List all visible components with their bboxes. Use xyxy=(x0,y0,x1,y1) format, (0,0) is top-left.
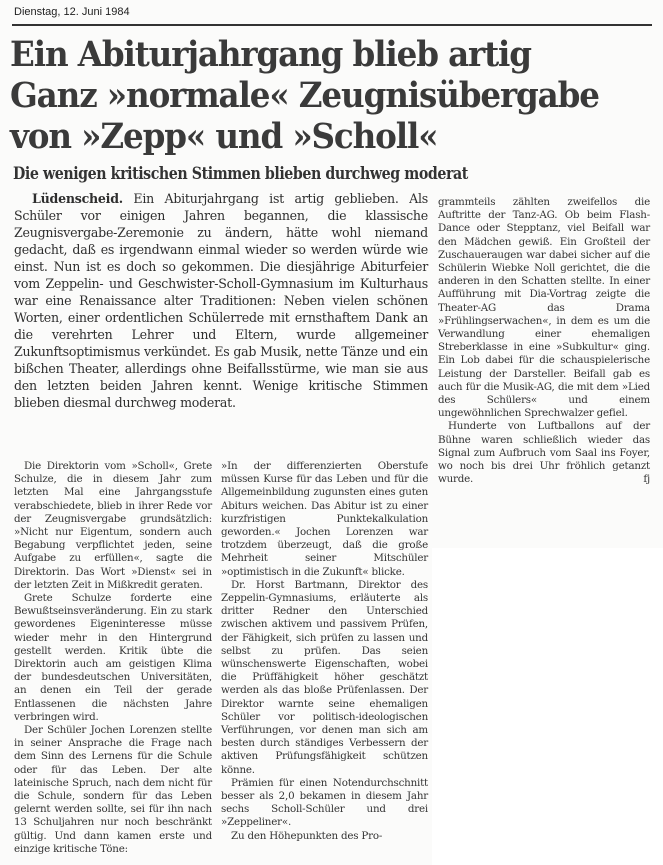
author-signature: fj xyxy=(643,473,650,486)
paragraph: Die Direktorin vom »Scholl«, Grete Schulze, die in diesem Jahr zum letzten Mal eine Jahrgangsstufe verabschiedete, blieb in ihrer Rede vor der Zeugnisvergabe grundsätzlich: »Nicht nur Eigentum, sondern auch Begabung verpflichtet jeden, seine Aufgabe zu erfüllen«, sagte die Direktorin. Das Wort »Dienst« sei in der letzten Zeit in Mißkredit geraten. xyxy=(14,460,212,591)
paragraph: »In der differenzierten Oberstufe müssen Kurse für das Leben und für die Allgemeinbildung zugunsten eines guten Abiturs weichen. Das Abitur ist zu einer kurzfristigen Punktekalkulation geworden.« Jochen Lorenzen war trotzdem überzeugt, daß die große Mehrheit seiner Mitschüler »optimistisch in die Zukunft« blicke. xyxy=(221,460,428,578)
paragraph: Dr. Horst Bartmann, Direktor des Zeppelin-Gymnasiums, erläuterte als dritter Redner den Unterschied zwischen aktivem und passivem Prüfen, der Fähigkeit, sich prüfen zu lassen und selbst zu prüfen. Das seien wünschenswerte Eigenschaften, wobei die Prüffähigkeit höher geschätzt werden als das bloße Prüfenlassen. Der Direktor warnte seine ehemaligen Schüler vor politisch-ideologischen Verführungen, vor denen man sich am besten durch ständiges Verbessern der aktiven Prüfungsfähigkeit schützen könne. xyxy=(221,578,428,776)
lead-paragraph xyxy=(14,190,428,411)
header-rule xyxy=(12,24,652,26)
paragraph xyxy=(438,420,650,486)
headline-line: Ein Abiturjahrgang blieb artig xyxy=(10,34,531,75)
subheadline: Die wenigen kritischen Stimmen blieben durchweg moderat xyxy=(13,164,468,183)
column-middle xyxy=(221,460,428,843)
paragraph: Zu den Höhepunkten des Pro- xyxy=(231,829,383,842)
column-left xyxy=(14,460,212,856)
paragraph-text: Hunderte von Luftballons auf der Bühne waren schließlich wieder das Signal zum Aufbruch vom Saal ins Foyer, wo noch bis drei Uhr fröhlich getanzt wurde. xyxy=(438,420,650,486)
dateline: Dienstag, 12. Juni 1984 xyxy=(14,6,130,18)
headline-line: von »Zepp« und »Scholl« xyxy=(10,116,438,157)
paragraph: grammteils zählten zweifellos die Auftritte der Tanz-AG. Ob beim Flash-Dance oder Stepptanz, viel Beifall war den Mädchen gewiß. Ein Großteil der Zuschaueraugen war dabei sicher auf die Schülerin Wiebke Noll gerichtet, die die anderen in den Schatten stellte. In einer Aufführung mit Dia-Vortrag zeigte die Theater-AG das Drama »Frühlingserwachen«, in dem es um die Verwandlung einer ehemaligen Streberklasse in eine »Subkultur« ging. Ein Lob dabei für die schauspielerische Leistung der Darsteller. Beifall gab es auch für die Musik-AG, die mit dem »Lied des Schülers« und einem ungewöhnlichen Sprechwalzer gefiel. xyxy=(438,196,650,420)
column-right xyxy=(438,196,650,486)
paragraph: Der Schüler Jochen Lorenzen stellte in seiner Ansprache die Frage nach dem Sinn des Lernens für die Schule oder für das Leben. Der alte lateinische Spruch, nach dem nicht für die Schule, sondern für das Leben gelernt werden sollte, sei für ihn nach 13 Schuljahren nur noch beschränkt gültig. Und dann kamen erste und einzige kritische Töne: xyxy=(14,724,212,855)
headline xyxy=(10,34,615,157)
paragraph: Prämien für einen Notendurchschnitt besser als 2,0 bekamen in diesem Jahr sechs Scholl-Schüler und drei »Zeppeliner«. xyxy=(221,776,428,829)
headline-line: Ganz »normale« Zeugnisübergabe xyxy=(10,75,599,116)
paragraph: Grete Schulze forderte eine Bewußtseinsveränderung. Ein zu stark gewordenes Eigeninteresse müsse wieder mehr in den Hintergrund gestellt werden. Kritik übte die Direktorin auch am geistigen Klima der bundesdeutschen Universitäten, an denen ein Teil der gerade Entlassenen die nächsten Jahre verbringen wird. xyxy=(14,592,212,723)
empty-area xyxy=(432,548,663,865)
place-name: Lüdenscheid. xyxy=(32,191,123,206)
lead-text: Ein Abiturjahrgang ist artig geblieben. Als Schüler vor einigen Jahren begannen, die klassische Zeugnisvergabe-Zeremonie zu ändern, hätte wohl niemand gedacht, daß es irgendwann einmal wieder so werden würde wie einst. Nun ist es doch so gekommen. Die diesjährige Abiturfeier vom Zeppelin- und Geschwister-Scholl-Gymnasium im Kulturhaus war eine Renaissance alter Traditionen: Neben vielen schönen Worten, einer ordentlichen Schülerrede mit ernsthaftem Dank an die verehrten Lehrer und Eltern, wurde allgemeiner Zukunftsoptimismus verkündet. Es gab Musik, nette Tänze und ein bißchen Theater, allerdings ohne Beifallsstürme, wie man sie aus den letzten beiden Jahren kennt. Wenige kritische Stimmen blieben diesmal durchweg moderat. xyxy=(14,191,428,410)
